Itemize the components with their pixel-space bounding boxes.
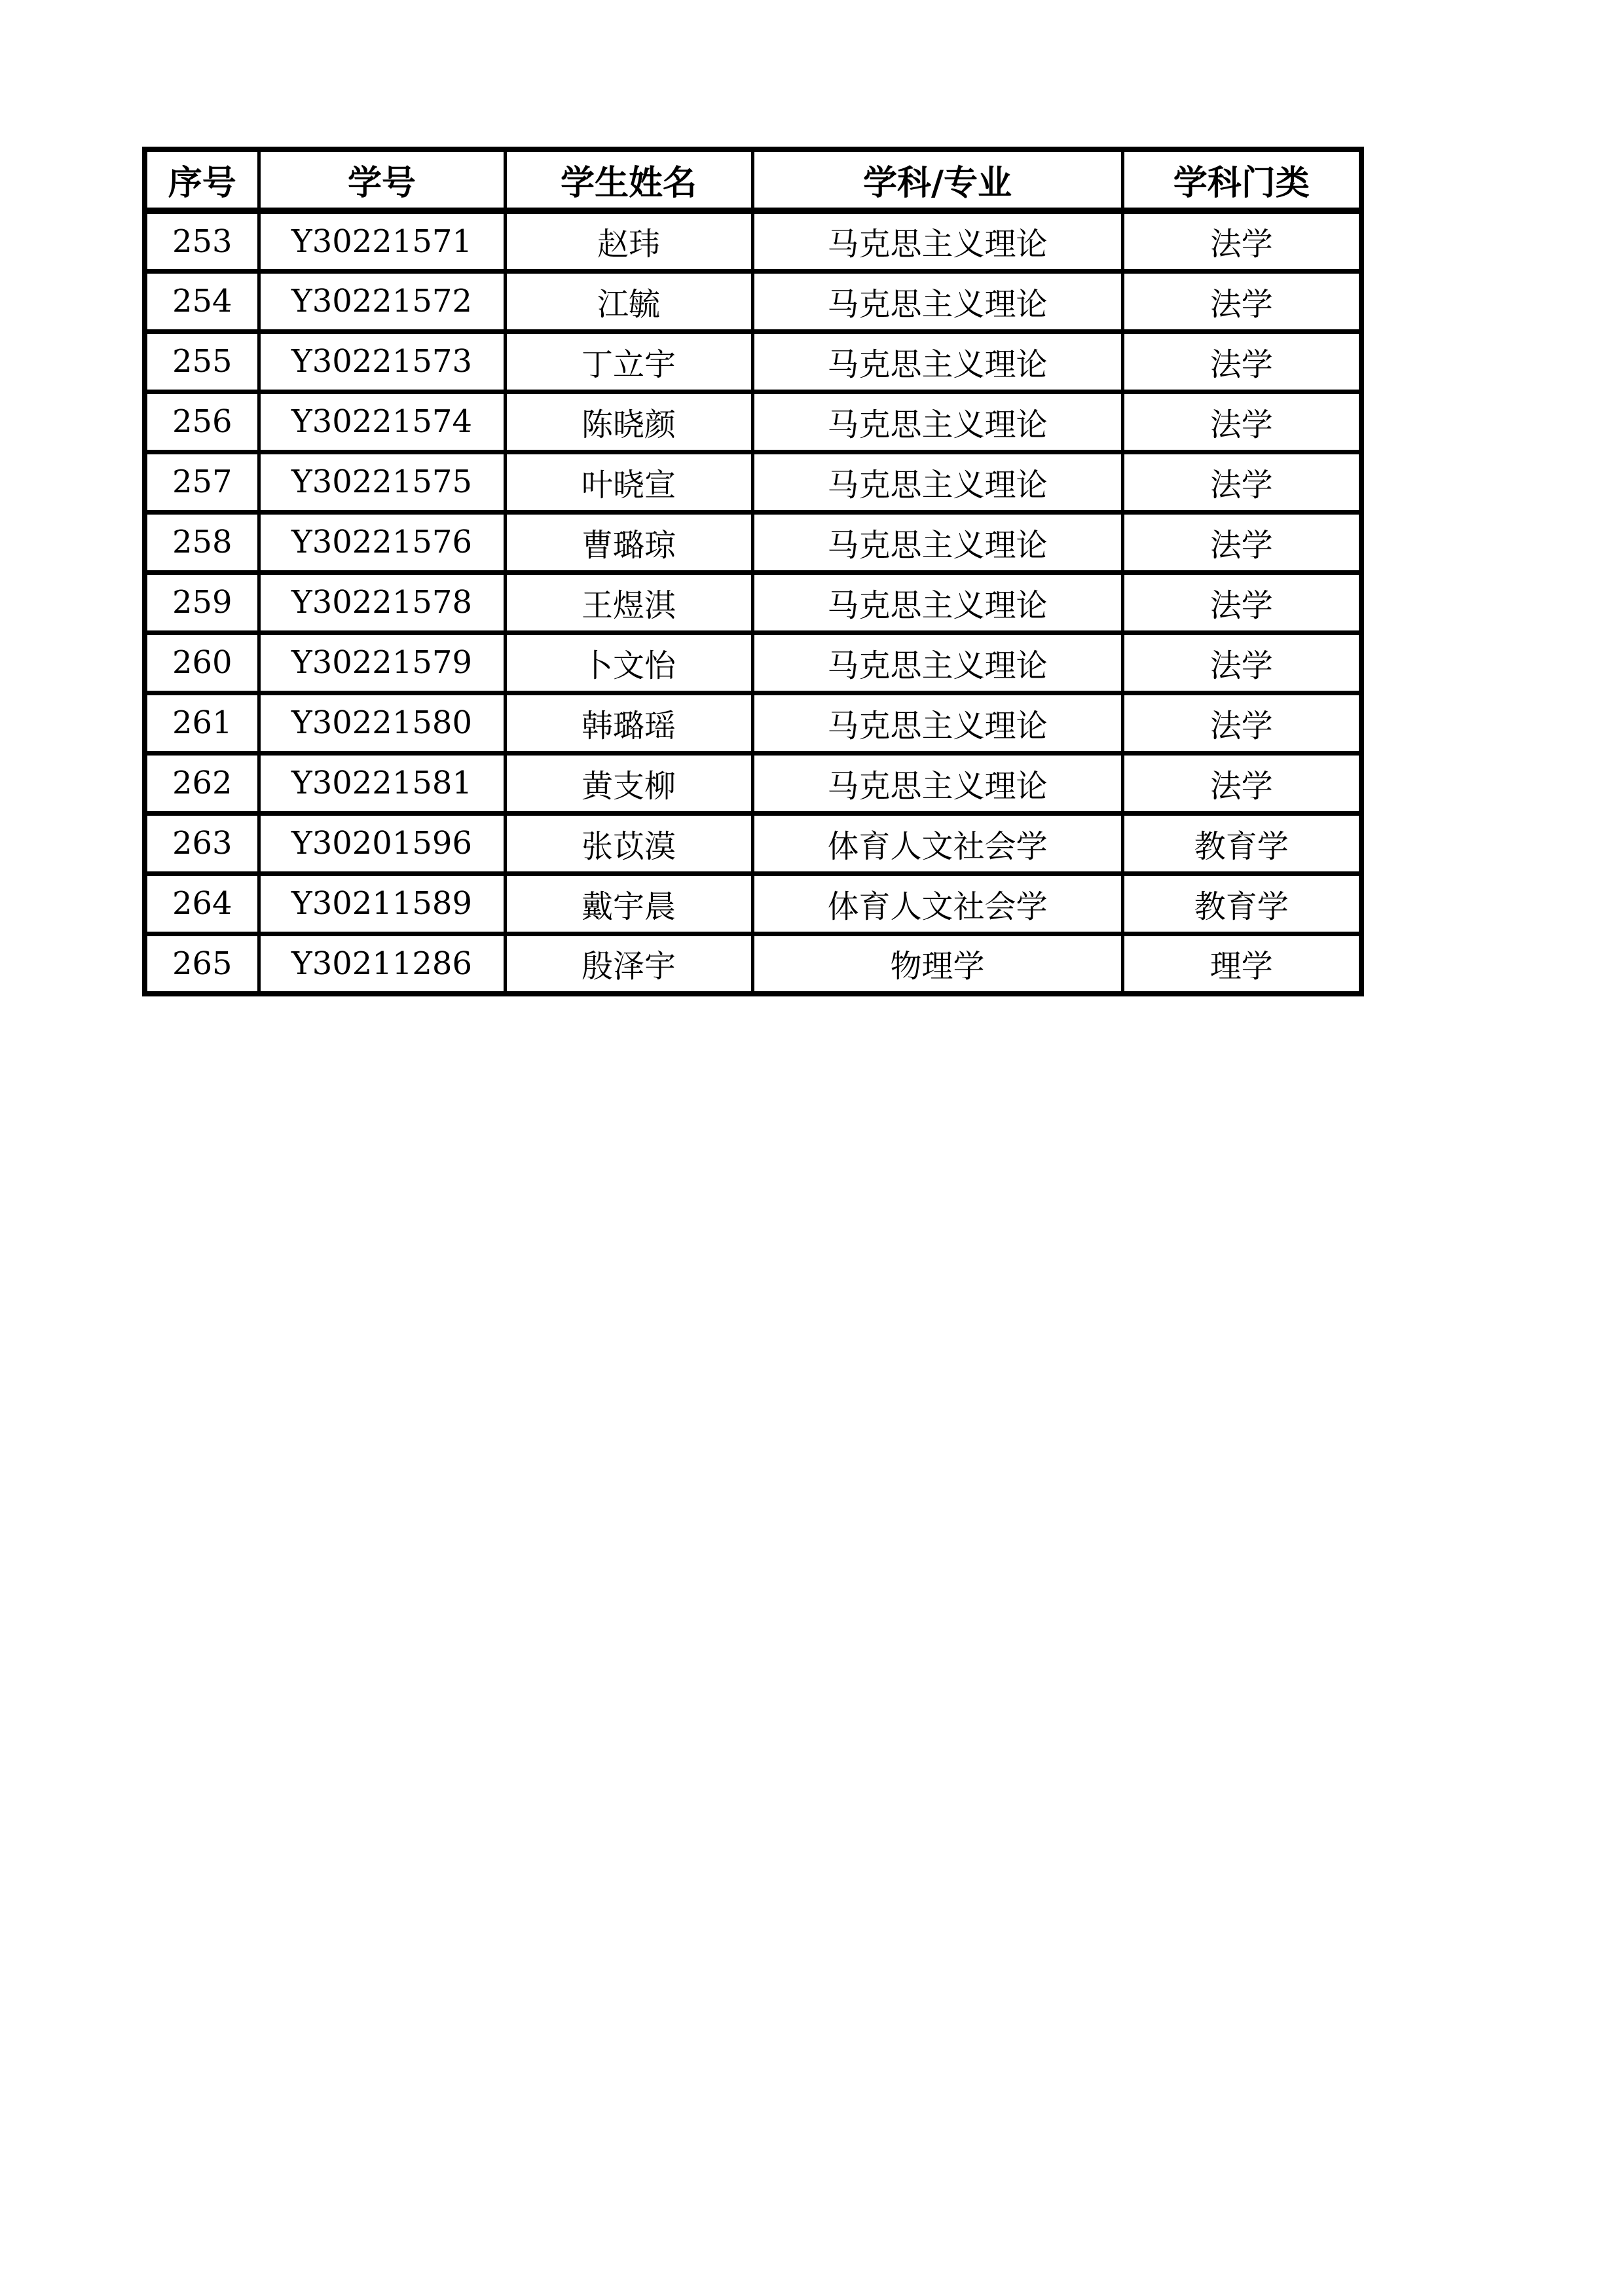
cell-no: 260	[145, 632, 259, 693]
table-row	[145, 873, 1361, 934]
cell-category: 教育学	[1122, 873, 1361, 934]
table-row	[145, 392, 1361, 452]
cell-major: 马克思主义理论	[752, 753, 1122, 813]
cell-student-name: 王煜淇	[505, 572, 752, 632]
cell-no: 253	[145, 211, 259, 271]
cell-student-name: 黄支柳	[505, 753, 752, 813]
cell-category: 法学	[1122, 572, 1361, 632]
cell-major: 物理学	[752, 934, 1122, 994]
cell-no: 257	[145, 452, 259, 512]
cell-category: 法学	[1122, 693, 1361, 753]
cell-no: 262	[145, 753, 259, 813]
column-header-category: 学科门类	[1122, 149, 1361, 211]
cell-category: 法学	[1122, 512, 1361, 572]
cell-category: 法学	[1122, 753, 1361, 813]
table-body	[145, 211, 1361, 994]
cell-no: 258	[145, 512, 259, 572]
cell-major: 体育人文社会学	[752, 813, 1122, 873]
cell-major: 马克思主义理论	[752, 632, 1122, 693]
cell-student-name: 丁立宇	[505, 331, 752, 392]
cell-no: 263	[145, 813, 259, 873]
cell-category: 法学	[1122, 331, 1361, 392]
cell-no: 256	[145, 392, 259, 452]
column-header-no: 序号	[145, 149, 259, 211]
cell-category: 法学	[1122, 271, 1361, 331]
cell-student-name: 曹璐琼	[505, 512, 752, 572]
cell-major: 马克思主义理论	[752, 392, 1122, 452]
cell-student-name: 江毓	[505, 271, 752, 331]
table-row	[145, 331, 1361, 392]
cell-student-id: Y30221573	[259, 331, 505, 392]
cell-student-id: Y30221578	[259, 572, 505, 632]
cell-student-name: 戴宇晨	[505, 873, 752, 934]
cell-student-id: Y30211286	[259, 934, 505, 994]
cell-student-name: 赵玮	[505, 211, 752, 271]
cell-category: 法学	[1122, 452, 1361, 512]
table-row	[145, 693, 1361, 753]
cell-category: 法学	[1122, 392, 1361, 452]
cell-student-id: Y30221571	[259, 211, 505, 271]
cell-major: 马克思主义理论	[752, 572, 1122, 632]
cell-student-name: 张苡漠	[505, 813, 752, 873]
cell-major: 体育人文社会学	[752, 873, 1122, 934]
cell-student-name: 殷泽宇	[505, 934, 752, 994]
cell-no: 259	[145, 572, 259, 632]
table-row	[145, 271, 1361, 331]
cell-major: 马克思主义理论	[752, 512, 1122, 572]
table-row	[145, 211, 1361, 271]
column-header-student-name: 学生姓名	[505, 149, 752, 211]
cell-student-name: 卜文怡	[505, 632, 752, 693]
cell-student-id: Y30221575	[259, 452, 505, 512]
cell-major: 马克思主义理论	[752, 452, 1122, 512]
cell-category: 法学	[1122, 632, 1361, 693]
column-header-student-id: 学号	[259, 149, 505, 211]
table-row	[145, 813, 1361, 873]
table-row	[145, 572, 1361, 632]
cell-no: 254	[145, 271, 259, 331]
table-row	[145, 934, 1361, 994]
table-row	[145, 452, 1361, 512]
cell-no: 264	[145, 873, 259, 934]
cell-major: 马克思主义理论	[752, 693, 1122, 753]
header-row	[145, 149, 1361, 211]
cell-student-name: 陈晓颜	[505, 392, 752, 452]
table-row	[145, 632, 1361, 693]
cell-category: 理学	[1122, 934, 1361, 994]
cell-student-id: Y30221572	[259, 271, 505, 331]
cell-student-id: Y30221576	[259, 512, 505, 572]
column-header-major: 学科/专业	[752, 149, 1122, 211]
cell-student-id: Y30201596	[259, 813, 505, 873]
table-row	[145, 753, 1361, 813]
cell-major: 马克思主义理论	[752, 271, 1122, 331]
cell-major: 马克思主义理论	[752, 331, 1122, 392]
table-row	[145, 512, 1361, 572]
table-header	[145, 149, 1361, 211]
cell-student-id: Y30221579	[259, 632, 505, 693]
cell-student-name: 叶晓宣	[505, 452, 752, 512]
cell-student-id: Y30211589	[259, 873, 505, 934]
cell-student-id: Y30221574	[259, 392, 505, 452]
cell-no: 265	[145, 934, 259, 994]
cell-no: 261	[145, 693, 259, 753]
cell-category: 法学	[1122, 211, 1361, 271]
cell-student-name: 韩璐瑶	[505, 693, 752, 753]
student-roster-table	[142, 147, 1364, 996]
cell-major: 马克思主义理论	[752, 211, 1122, 271]
cell-no: 255	[145, 331, 259, 392]
cell-student-id: Y30221581	[259, 753, 505, 813]
cell-student-id: Y30221580	[259, 693, 505, 753]
cell-category: 教育学	[1122, 813, 1361, 873]
